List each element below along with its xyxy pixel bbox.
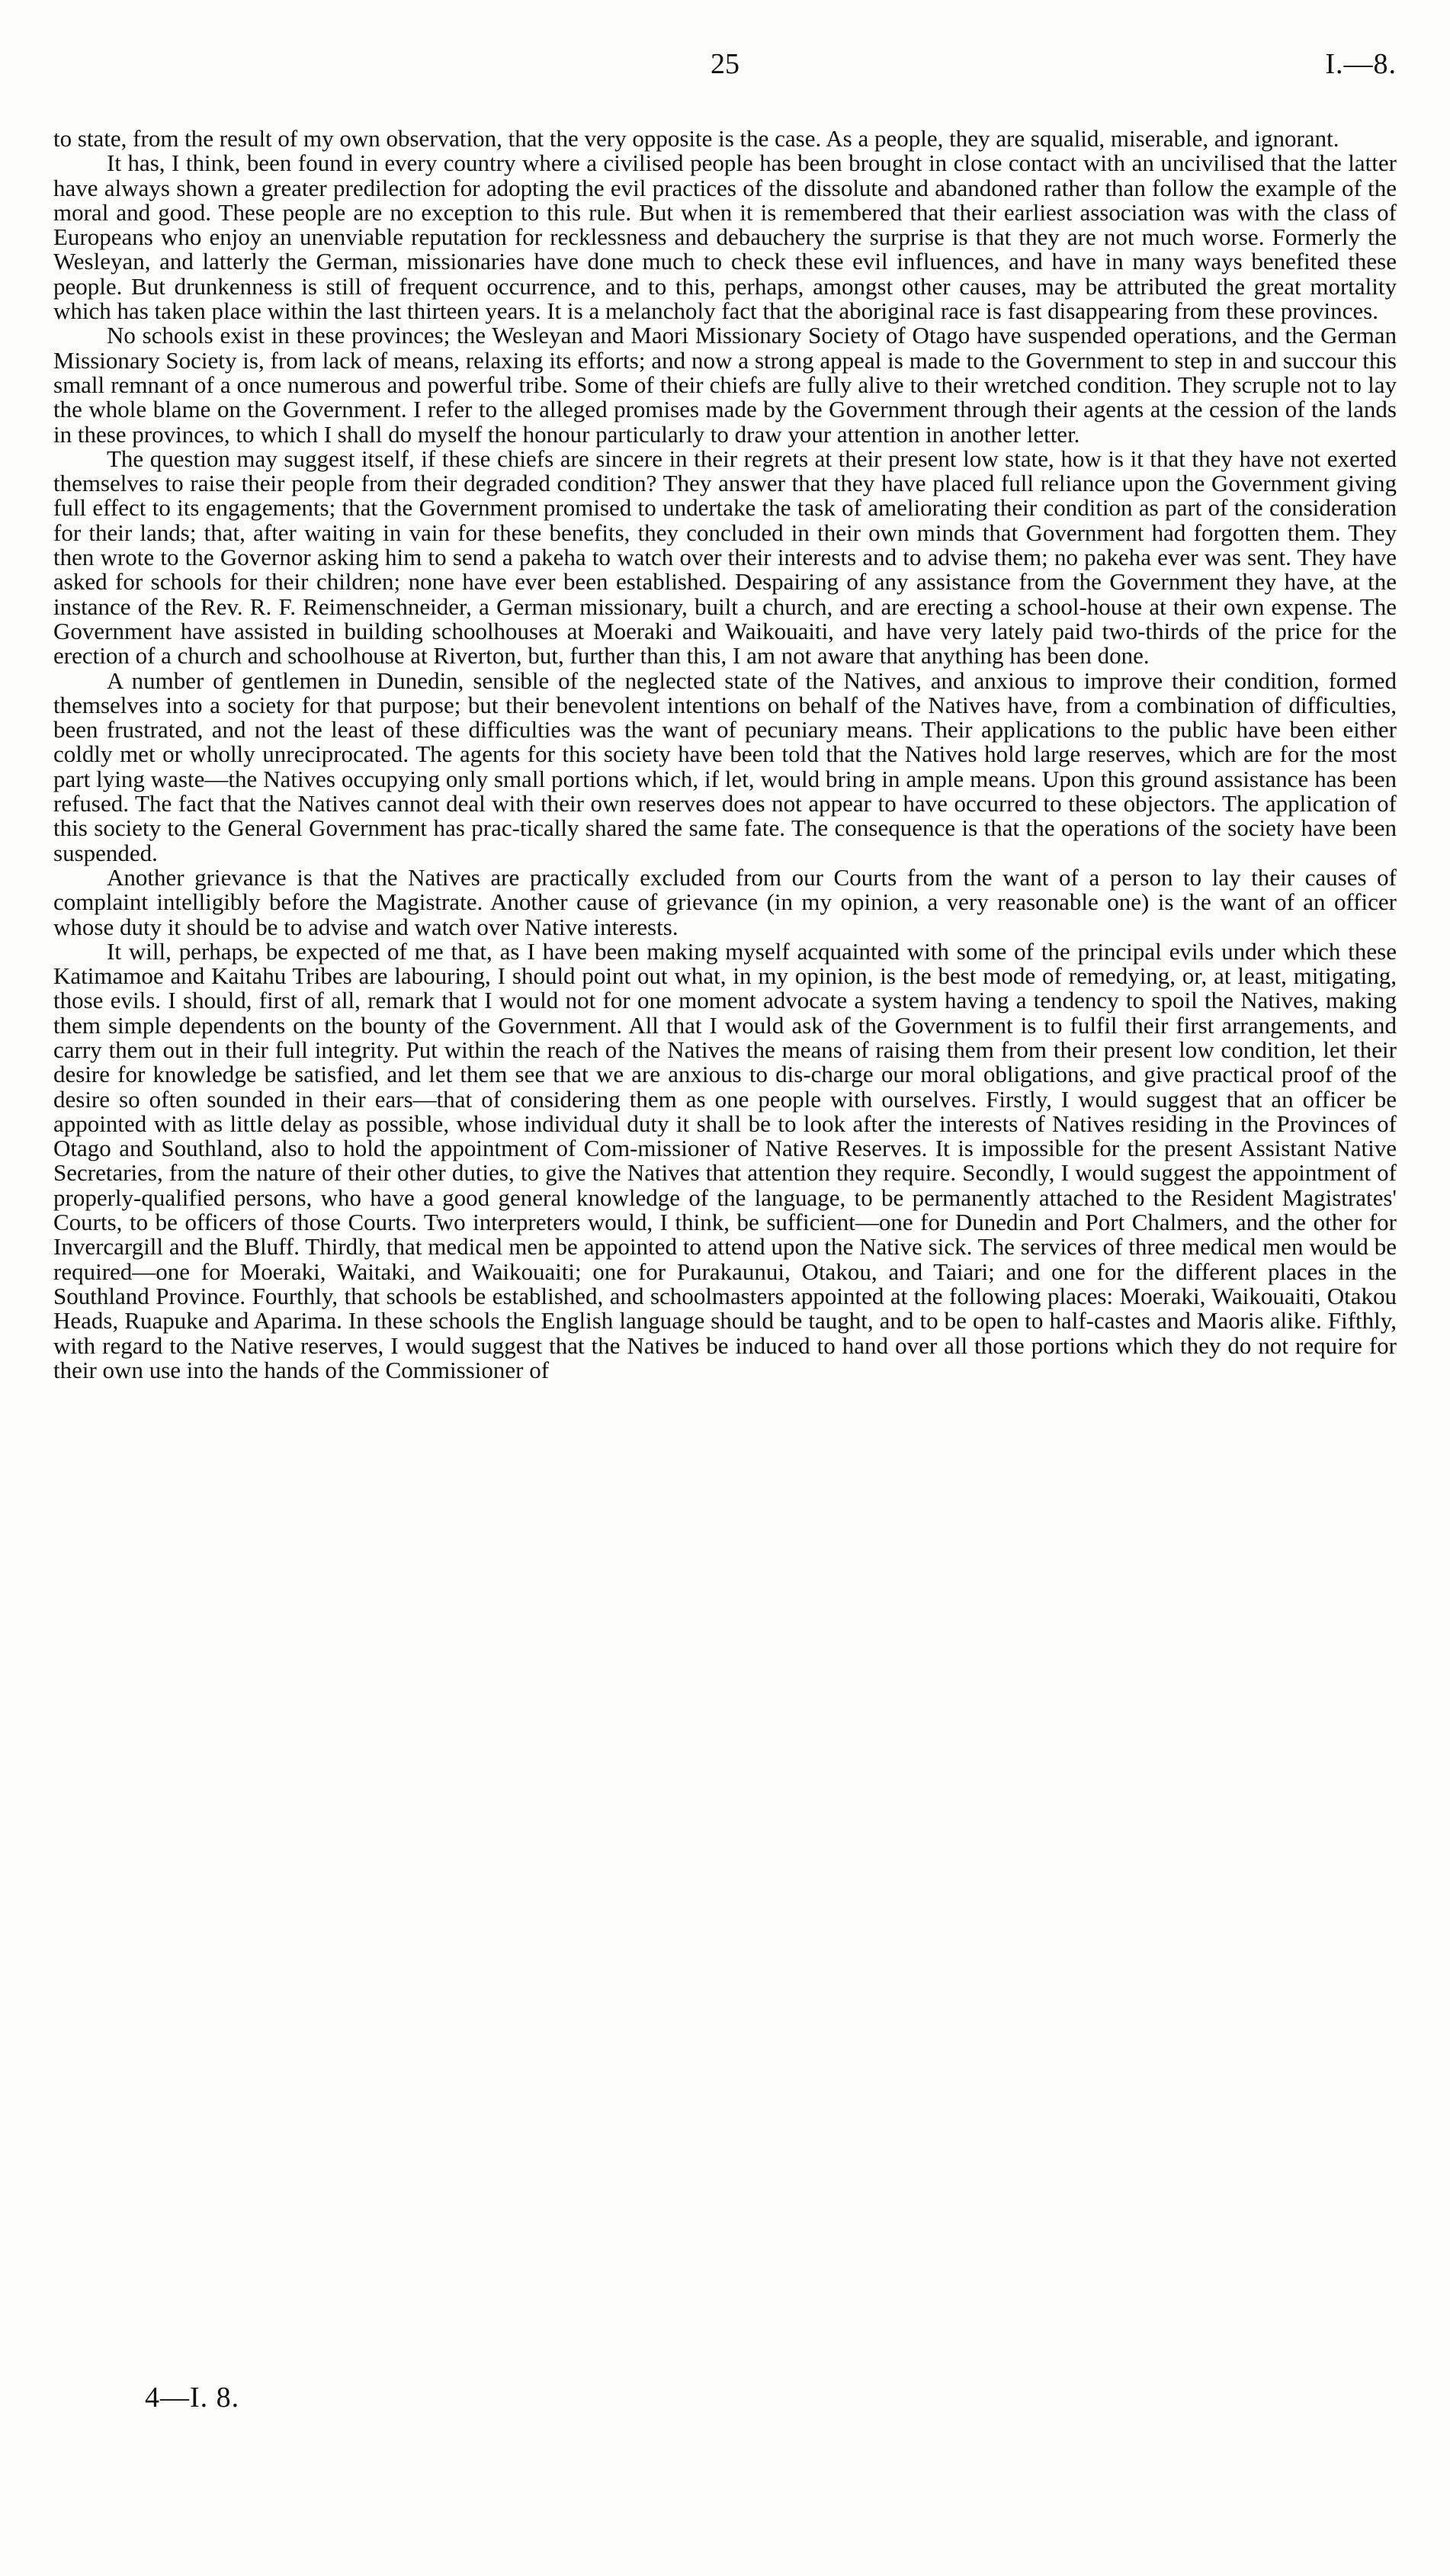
paragraph: It will, perhaps, be expected of me that, as I have been making myself acquainted with some of the principal evils under which these Katimamoe and Kaitahu Tribes are labouring, I should point out what, in my opinion, is the best mode of remedying, or, at least, mitigating, those evils. I should, first of all, remark that I would not for one moment advocate a system having a tendency to spoil the Natives, making them simple dependents on the bounty of the Government. All that I would ask of the Government is to fulfil their first arrangements, and carry them out in their full integrity. Put within the reach of the Natives the means of raising them from their present low condition, let their desire for knowledge be satisfied, and let them see that we are anxious to dis-charge our moral obligations, and give practical proof of the desire so often sounded in their ears—that of considering them as one people with ourselves. Firstly, I would suggest that an officer be appointed with as little delay as possible, whose individual duty it shall be to look after the interests of Natives residing in the Provinces of Otago and Southland, also to hold the appointment of Com-missioner of Native Reserves. It is impossible for the present Assistant Native Secretaries, from the nature of their other duties, to give the Natives that attention they require. Secondly, I would suggest the appointment of properly-qualified persons, who have a good general knowledge of the language, to be permanently attached to the Resident Magistrates' Courts, to be officers of those Courts. Two interpreters would, I think, be sufficient—one for Dunedin and Port Chalmers, and the other for Invercargill and the Bluff. Thirdly, that medical men be appointed to attend upon the Native sick. The services of three medical men would be required—one for Moeraki, Waitaki, and Waikouaiti; one for Purakaunui, Otakou, and Taiari; and one for the different places in the Southland Province. Fourthly, that schools be established, and schoolmasters appointed at the following places: Moeraki, Waikouaiti, Otakou Heads, Ruapuke and Aparima. In these schools the English language should be taught, and to be open to half-castes and Maoris alike. Fifthly, with regard to the Native reserves, I would suggest that the Natives be induced to hand over all those portions which they do not require for their own use into the hands of the Commissioner of (53, 937, 1397, 1383)
paragraph-continued: to state, from the result of my own observation, that the very opposite is the case. As a people, they are squalid, miserable, and ignorant. (53, 125, 1339, 152)
footer-signature-ref: 4—I. 8. (145, 2382, 240, 2414)
paragraph: Another grievance is that the Natives are practically excluded from our Courts from the want of a person to lay their causes of complaint intelligibly before the Magistrate. Another cause of grievance (in my opinion, a very reasonable one) is the want of an officer whose duty it should be to advise and watch over Native interests. (53, 863, 1397, 940)
body-text (53, 127, 1397, 1383)
paragraph: The question may suggest itself, if these chiefs are sincere in their regrets at their present low state, how is it that they have not exerted themselves to raise their people from their degraded condition? They answer that they have placed full reliance upon the Government giving full effect to its engagements; that the Government promised to undertake the task of ameliorating their condition as part of the consideration for their lands; that, after waiting in vain for these benefits, they concluded in their own minds that Government had forgotten them. They then wrote to the Governor asking him to send a pakeha to watch over their interests and to advise them; no pakeha ever was sent. They have asked for schools for their children; none have ever been established. Despairing of any assistance from the Government they have, at the instance of the Rev. R. F. Reimenschneider, a German missionary, built a church, and are erecting a school-house at their own expense. The Government have assisted in building schoolhouses at Moeraki and Waikouaiti, and have very lately paid two-thirds of the price for the erection of a church and schoolhouse at Riverton, but, further than this, I am not aware that anything has been done. (53, 445, 1397, 670)
paragraph: No schools exist in these provinces; the Wesleyan and Maori Missionary Society of Otago have suspended operations, and the German Missionary Society is, from lack of means, relaxing its efforts; and now a strong appeal is made to the Government to step in and succour this small remnant of a once numerous and powerful tribe. Some of their chiefs are fully alive to their wretched condition. They scruple not to lay the whole blame on the Government. I refer to the alleged promises made by the Government through their agents at the cession of the lands in these provinces, to which I shall do myself the honour particularly to draw your attention in another letter. (53, 322, 1397, 448)
paragraph: It has, I think, been found in every country where a civilised people has been brought in close contact with an uncivilised that the latter have always shown a greater predilection for adopting the evil practices of the dissolute and abandoned rather than follow the example of the moral and good. These people are no exception to this rule. But when it is remembered that their earliest association was with the class of Europeans who enjoy an unenviable reputation for recklessness and debauchery the surprise is that they are not much worse. Formerly the Wesleyan, and latterly the German, missionaries have done much to check these evil influences, and have in many ways benefited these people. But drunkenness is still of frequent occurrence, and to this, perhaps, amongst other causes, may be attributed the great mortality which has taken place within the last thirteen years. It is a melancholy fact that the aboriginal race is fast disappearing from these provinces. (53, 149, 1397, 325)
paragraph: A number of gentlemen in Dunedin, sensible of the neglected state of the Natives, and anxious to improve their condition, formed themselves into a society for that purpose; but their benevolent intentions on behalf of the Natives have, from a combination of difficulties, been frustrated, and not the least of these difficulties was the want of pecuniary means. Their applications to the public have been either coldly met or wholly unreciprocated. The agents for this society have been told that the Natives hold large reserves, which are for the most part lying waste—the Natives occupying only small portions which, if let, would bring in ample means. Upon this ground assistance has been refused. The fact that the Natives cannot deal with their own reserves does not appear to have occurred to these objectors. The application of this society to the General Government has prac-tically shared the same fate. The consequence is that the operations of the society have been suspended. (53, 666, 1397, 866)
page-number: 25 (711, 48, 739, 80)
page-header (53, 47, 1397, 93)
document-reference: I.—8. (1325, 48, 1397, 80)
